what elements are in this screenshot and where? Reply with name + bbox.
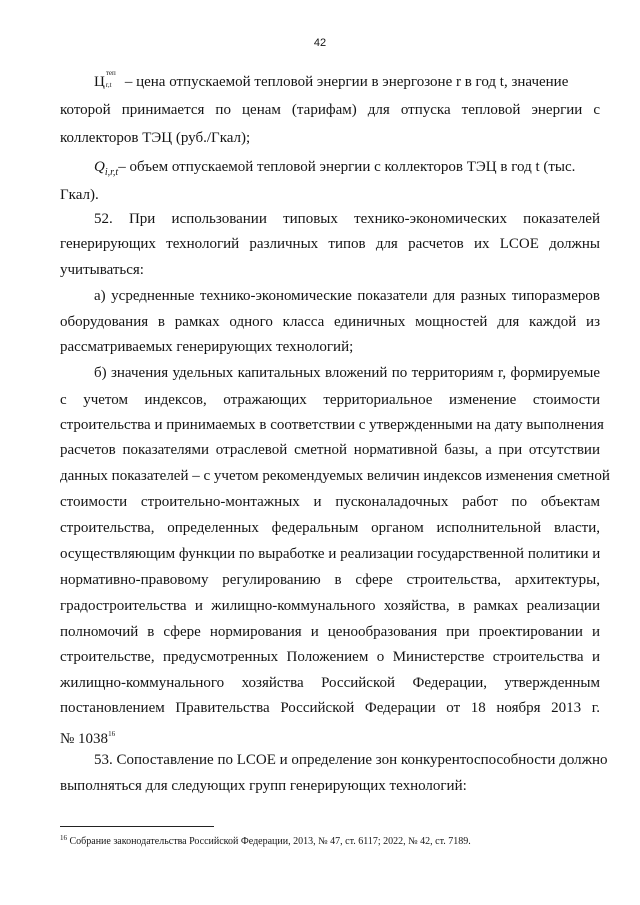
price-symbol-sup: теп — [105, 69, 116, 77]
item-b-line-4: расчетов показателями отраслевой сметной нормативной базы, а при отсутствии — [60, 442, 600, 458]
paragraph-52-line-3: учитываться: — [60, 262, 144, 278]
definition-volume-line-1 — [94, 158, 600, 182]
paragraph-53-line-1: 53. Сопоставление по LCOE и определение зон конкурентоспособности должно — [94, 752, 608, 768]
item-b-line-8: осуществляющим функции по выработке и реализации государственной политики и — [60, 546, 601, 562]
definition-price-line-3: коллекторов ТЭЦ (руб./Гкал); — [60, 130, 251, 146]
item-b-line-15 — [60, 725, 600, 748]
definition-price-line-1 — [94, 69, 600, 91]
item-a-line-2: оборудования в рамках одного класса единичных мощностей для каждой из — [60, 314, 600, 330]
item-b-line-11: полномочий в сфере нормирования и ценообразования при проектировании и — [60, 624, 600, 640]
item-b-line-14: постановлением Правительства Российской Федерации от 18 ноября 2013 г. — [60, 700, 600, 716]
item-b-line-7: строительства, определенных федеральным органом исполнительной власти, — [60, 520, 600, 536]
volume-definition-text: – объем отпускаемой тепловой энергии с коллекторов ТЭЦ в год t (тыс. — [118, 159, 576, 175]
item-b-line-10: градостроительства и жилищно-коммунального хозяйства, в рамках реализации — [60, 598, 600, 614]
paragraph-52-line-1: 52. При использовании типовых технико-экономических показателей — [94, 211, 600, 227]
item-b-line-6: стоимости строительно-монтажных и пусконаладочных работ по объектам — [60, 494, 600, 510]
price-symbol: Ц — [94, 74, 105, 90]
item-a-line-3: рассматриваемых генерирующих технологий; — [60, 339, 354, 355]
item-b-line-13: жилищно-коммунального хозяйства Российской Федерации, утвержденным — [60, 675, 600, 691]
paragraph-52-line-2: генерирующих технологий различных типов для расчетов их LCOE должны — [60, 236, 600, 252]
item-a-line-1: а) усредненные технико-экономические показатели для разных типоразмеров — [94, 288, 600, 304]
item-b-line-15-text: № 1038 — [60, 731, 109, 747]
page-number: 42 — [313, 37, 327, 49]
volume-symbol: $Q_{i,r,t}$ — [94, 159, 119, 178]
footnote-mark: 16 — [60, 834, 67, 842]
item-b-line-12: строительстве, предусмотренных Положением о Министерстве строительства и — [60, 649, 600, 665]
price-symbol-indices — [105, 69, 123, 89]
item-b-line-2: с учетом индексов, отражающих территориальное изменение стоимости — [60, 392, 600, 408]
price-definition-text: – цена отпускаемой тепловой энергии в энергозоне r в год t, значение — [124, 74, 569, 90]
footnote — [60, 832, 471, 848]
footnote-text: Собрание законодательства Российской Федерации, 2013, № 47, ст. 6117; 2022, № 42, ст. 7189. — [69, 836, 471, 847]
definition-price-line-2: которой принимается по ценам (тарифам) для отпуска тепловой энергии с — [60, 102, 600, 118]
footnote-reference[interactable]: 16 — [108, 730, 116, 738]
volume-symbol-sub: i,r,t — [104, 167, 119, 178]
paragraph-53-line-2: выполняться для следующих групп генерирующих технологий: — [60, 778, 467, 794]
item-b-line-5: данных показателей – с учетом рекомендуемых величин индексов изменения сметной — [60, 468, 610, 484]
item-b-line-1: б) значения удельных капитальных вложений по территориям r, формируемые — [94, 365, 600, 381]
price-symbol-sub: r,t — [105, 81, 112, 89]
item-b-line-3: строительства и принимаемых в соответствии с утвержденными на дату выполнения — [60, 417, 604, 433]
definition-volume-line-2: Гкал). — [60, 187, 99, 203]
footnote-divider — [60, 826, 214, 827]
item-b-line-9: нормативно-правовому регулированию в сфере строительства, архитектуры, — [60, 572, 600, 588]
